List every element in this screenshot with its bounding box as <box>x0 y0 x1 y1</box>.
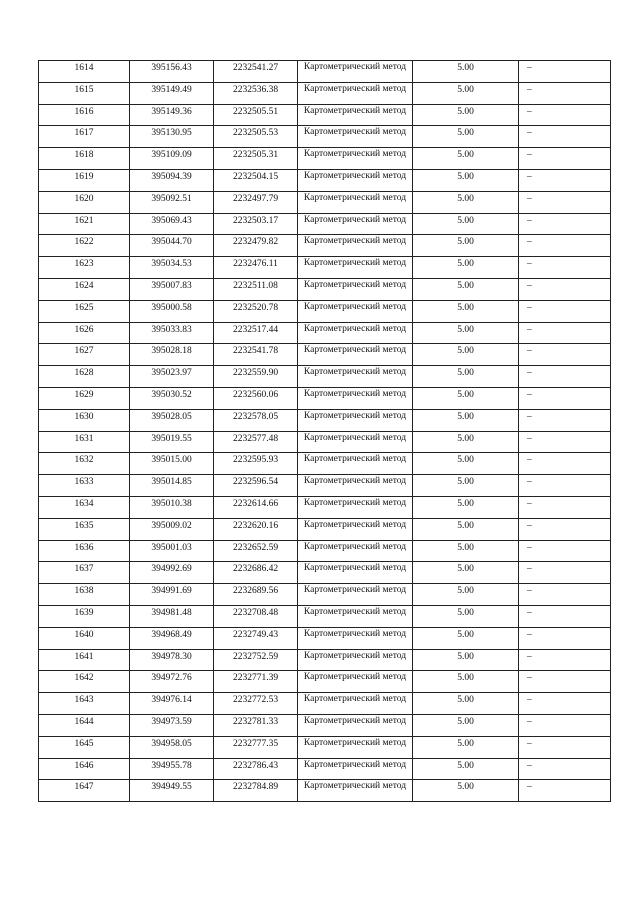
method-cell: Картометрический метод <box>298 278 413 300</box>
table-row <box>39 300 611 322</box>
table-row <box>39 605 611 627</box>
y-coordinate-cell: 2232771.39 <box>214 671 298 693</box>
point-number-cell: 1641 <box>39 649 130 671</box>
y-coordinate-cell: 2232560.06 <box>214 387 298 409</box>
point-number-cell: 1634 <box>39 496 130 518</box>
note-cell: – <box>519 148 611 170</box>
accuracy-cell: 5.00 <box>413 82 519 104</box>
y-coordinate-cell: 2232577.48 <box>214 431 298 453</box>
method-cell: Картометрический метод <box>298 169 413 191</box>
y-coordinate-cell: 2232497.79 <box>214 191 298 213</box>
point-number-cell: 1635 <box>39 518 130 540</box>
x-coordinate-cell: 395109.09 <box>130 148 214 170</box>
note-cell: – <box>519 453 611 475</box>
accuracy-cell: 5.00 <box>413 780 519 802</box>
accuracy-cell: 5.00 <box>413 693 519 715</box>
note-cell: – <box>519 693 611 715</box>
x-coordinate-cell: 395001.03 <box>130 540 214 562</box>
y-coordinate-cell: 2232517.44 <box>214 322 298 344</box>
x-coordinate-cell: 395028.18 <box>130 344 214 366</box>
point-number-cell: 1633 <box>39 475 130 497</box>
point-number-cell: 1620 <box>39 191 130 213</box>
table-row <box>39 518 611 540</box>
accuracy-cell: 5.00 <box>413 496 519 518</box>
x-coordinate-cell: 395130.95 <box>130 126 214 148</box>
y-coordinate-cell: 2232504.15 <box>214 169 298 191</box>
point-number-cell: 1630 <box>39 409 130 431</box>
y-coordinate-cell: 2232781.33 <box>214 714 298 736</box>
point-number-cell: 1636 <box>39 540 130 562</box>
method-cell: Картометрический метод <box>298 736 413 758</box>
x-coordinate-cell: 394991.69 <box>130 584 214 606</box>
accuracy-cell: 5.00 <box>413 475 519 497</box>
note-cell: – <box>519 300 611 322</box>
note-cell: – <box>519 213 611 235</box>
table-row <box>39 169 611 191</box>
x-coordinate-cell: 395007.83 <box>130 278 214 300</box>
y-coordinate-cell: 2232541.78 <box>214 344 298 366</box>
method-cell: Картометрический метод <box>298 693 413 715</box>
coordinates-table <box>38 60 611 802</box>
y-coordinate-cell: 2232476.11 <box>214 257 298 279</box>
x-coordinate-cell: 395034.53 <box>130 257 214 279</box>
y-coordinate-cell: 2232520.78 <box>214 300 298 322</box>
table-row <box>39 475 611 497</box>
accuracy-cell: 5.00 <box>413 235 519 257</box>
point-number-cell: 1622 <box>39 235 130 257</box>
table-row <box>39 409 611 431</box>
x-coordinate-cell: 394949.55 <box>130 780 214 802</box>
accuracy-cell: 5.00 <box>413 213 519 235</box>
x-coordinate-cell: 394972.76 <box>130 671 214 693</box>
x-coordinate-cell: 395149.49 <box>130 82 214 104</box>
table-row <box>39 453 611 475</box>
point-number-cell: 1637 <box>39 562 130 584</box>
y-coordinate-cell: 2232652.59 <box>214 540 298 562</box>
accuracy-cell: 5.00 <box>413 649 519 671</box>
method-cell: Картометрический метод <box>298 475 413 497</box>
point-number-cell: 1632 <box>39 453 130 475</box>
accuracy-cell: 5.00 <box>413 518 519 540</box>
point-number-cell: 1616 <box>39 104 130 126</box>
table-row <box>39 693 611 715</box>
note-cell: – <box>519 191 611 213</box>
table-row <box>39 671 611 693</box>
method-cell: Картометрический метод <box>298 780 413 802</box>
note-cell: – <box>519 584 611 606</box>
point-number-cell: 1618 <box>39 148 130 170</box>
accuracy-cell: 5.00 <box>413 322 519 344</box>
method-cell: Картометрический метод <box>298 431 413 453</box>
accuracy-cell: 5.00 <box>413 148 519 170</box>
accuracy-cell: 5.00 <box>413 453 519 475</box>
x-coordinate-cell: 395028.05 <box>130 409 214 431</box>
method-cell: Картометрический метод <box>298 366 413 388</box>
note-cell: – <box>519 366 611 388</box>
y-coordinate-cell: 2232511.08 <box>214 278 298 300</box>
y-coordinate-cell: 2232505.53 <box>214 126 298 148</box>
table-row <box>39 322 611 344</box>
y-coordinate-cell: 2232541.27 <box>214 61 298 83</box>
point-number-cell: 1626 <box>39 322 130 344</box>
y-coordinate-cell: 2232505.31 <box>214 148 298 170</box>
method-cell: Картометрический метод <box>298 61 413 83</box>
accuracy-cell: 5.00 <box>413 300 519 322</box>
x-coordinate-cell: 395009.02 <box>130 518 214 540</box>
accuracy-cell: 5.00 <box>413 605 519 627</box>
method-cell: Картометрический метод <box>298 322 413 344</box>
note-cell: – <box>519 540 611 562</box>
table-row <box>39 540 611 562</box>
accuracy-cell: 5.00 <box>413 584 519 606</box>
method-cell: Картометрический метод <box>298 518 413 540</box>
y-coordinate-cell: 2232708.48 <box>214 605 298 627</box>
note-cell: – <box>519 758 611 780</box>
table-row <box>39 82 611 104</box>
x-coordinate-cell: 395000.58 <box>130 300 214 322</box>
table-row <box>39 387 611 409</box>
x-coordinate-cell: 394973.59 <box>130 714 214 736</box>
note-cell: – <box>519 736 611 758</box>
accuracy-cell: 5.00 <box>413 278 519 300</box>
point-number-cell: 1639 <box>39 605 130 627</box>
note-cell: – <box>519 562 611 584</box>
point-number-cell: 1646 <box>39 758 130 780</box>
x-coordinate-cell: 395014.85 <box>130 475 214 497</box>
y-coordinate-cell: 2232689.56 <box>214 584 298 606</box>
method-cell: Картометрический метод <box>298 257 413 279</box>
accuracy-cell: 5.00 <box>413 562 519 584</box>
accuracy-cell: 5.00 <box>413 714 519 736</box>
method-cell: Картометрический метод <box>298 126 413 148</box>
point-number-cell: 1640 <box>39 627 130 649</box>
method-cell: Картометрический метод <box>298 562 413 584</box>
accuracy-cell: 5.00 <box>413 758 519 780</box>
x-coordinate-cell: 395092.51 <box>130 191 214 213</box>
x-coordinate-cell: 395149.36 <box>130 104 214 126</box>
x-coordinate-cell: 395010.38 <box>130 496 214 518</box>
point-number-cell: 1623 <box>39 257 130 279</box>
method-cell: Картометрический метод <box>298 387 413 409</box>
point-number-cell: 1617 <box>39 126 130 148</box>
y-coordinate-cell: 2232595.93 <box>214 453 298 475</box>
table-row <box>39 366 611 388</box>
x-coordinate-cell: 395015.00 <box>130 453 214 475</box>
accuracy-cell: 5.00 <box>413 366 519 388</box>
x-coordinate-cell: 394958.05 <box>130 736 214 758</box>
note-cell: – <box>519 235 611 257</box>
table-row <box>39 148 611 170</box>
point-number-cell: 1627 <box>39 344 130 366</box>
table-row <box>39 257 611 279</box>
method-cell: Картометрический метод <box>298 758 413 780</box>
method-cell: Картометрический метод <box>298 344 413 366</box>
y-coordinate-cell: 2232578.05 <box>214 409 298 431</box>
point-number-cell: 1647 <box>39 780 130 802</box>
point-number-cell: 1643 <box>39 693 130 715</box>
table-row <box>39 235 611 257</box>
x-coordinate-cell: 394955.78 <box>130 758 214 780</box>
method-cell: Картометрический метод <box>298 453 413 475</box>
y-coordinate-cell: 2232752.59 <box>214 649 298 671</box>
table-row <box>39 627 611 649</box>
method-cell: Картометрический метод <box>298 584 413 606</box>
method-cell: Картометрический метод <box>298 605 413 627</box>
x-coordinate-cell: 395044.70 <box>130 235 214 257</box>
note-cell: – <box>519 387 611 409</box>
y-coordinate-cell: 2232503.17 <box>214 213 298 235</box>
accuracy-cell: 5.00 <box>413 126 519 148</box>
table-row <box>39 191 611 213</box>
y-coordinate-cell: 2232777.35 <box>214 736 298 758</box>
note-cell: – <box>519 475 611 497</box>
note-cell: – <box>519 518 611 540</box>
table-row <box>39 104 611 126</box>
x-coordinate-cell: 394981.48 <box>130 605 214 627</box>
point-number-cell: 1645 <box>39 736 130 758</box>
y-coordinate-cell: 2232686.42 <box>214 562 298 584</box>
y-coordinate-cell: 2232614.66 <box>214 496 298 518</box>
accuracy-cell: 5.00 <box>413 104 519 126</box>
method-cell: Картометрический метод <box>298 191 413 213</box>
table-row <box>39 431 611 453</box>
table-row <box>39 213 611 235</box>
method-cell: Картометрический метод <box>298 213 413 235</box>
note-cell: – <box>519 61 611 83</box>
x-coordinate-cell: 395023.97 <box>130 366 214 388</box>
method-cell: Картометрический метод <box>298 649 413 671</box>
table-row <box>39 758 611 780</box>
y-coordinate-cell: 2232505.51 <box>214 104 298 126</box>
method-cell: Картометрический метод <box>298 540 413 562</box>
table-row <box>39 344 611 366</box>
table-row <box>39 714 611 736</box>
note-cell: – <box>519 649 611 671</box>
accuracy-cell: 5.00 <box>413 736 519 758</box>
method-cell: Картометрический метод <box>298 409 413 431</box>
note-cell: – <box>519 322 611 344</box>
table-row <box>39 278 611 300</box>
note-cell: – <box>519 431 611 453</box>
y-coordinate-cell: 2232536.38 <box>214 82 298 104</box>
method-cell: Картометрический метод <box>298 671 413 693</box>
accuracy-cell: 5.00 <box>413 169 519 191</box>
accuracy-cell: 5.00 <box>413 387 519 409</box>
note-cell: – <box>519 126 611 148</box>
point-number-cell: 1644 <box>39 714 130 736</box>
point-number-cell: 1614 <box>39 61 130 83</box>
note-cell: – <box>519 496 611 518</box>
table-row <box>39 736 611 758</box>
y-coordinate-cell: 2232559.90 <box>214 366 298 388</box>
note-cell: – <box>519 257 611 279</box>
note-cell: – <box>519 671 611 693</box>
point-number-cell: 1625 <box>39 300 130 322</box>
x-coordinate-cell: 395030.52 <box>130 387 214 409</box>
accuracy-cell: 5.00 <box>413 540 519 562</box>
accuracy-cell: 5.00 <box>413 627 519 649</box>
x-coordinate-cell: 394992.69 <box>130 562 214 584</box>
note-cell: – <box>519 278 611 300</box>
method-cell: Картометрический метод <box>298 714 413 736</box>
y-coordinate-cell: 2232772.53 <box>214 693 298 715</box>
point-number-cell: 1628 <box>39 366 130 388</box>
point-number-cell: 1619 <box>39 169 130 191</box>
y-coordinate-cell: 2232596.54 <box>214 475 298 497</box>
accuracy-cell: 5.00 <box>413 671 519 693</box>
note-cell: – <box>519 714 611 736</box>
method-cell: Картометрический метод <box>298 82 413 104</box>
x-coordinate-cell: 395019.55 <box>130 431 214 453</box>
accuracy-cell: 5.00 <box>413 191 519 213</box>
method-cell: Картометрический метод <box>298 104 413 126</box>
accuracy-cell: 5.00 <box>413 257 519 279</box>
point-number-cell: 1621 <box>39 213 130 235</box>
x-coordinate-cell: 395069.43 <box>130 213 214 235</box>
point-number-cell: 1631 <box>39 431 130 453</box>
y-coordinate-cell: 2232620.16 <box>214 518 298 540</box>
method-cell: Картометрический метод <box>298 496 413 518</box>
note-cell: – <box>519 605 611 627</box>
note-cell: – <box>519 104 611 126</box>
y-coordinate-cell: 2232749.43 <box>214 627 298 649</box>
note-cell: – <box>519 627 611 649</box>
note-cell: – <box>519 169 611 191</box>
x-coordinate-cell: 394976.14 <box>130 693 214 715</box>
note-cell: – <box>519 82 611 104</box>
table-row <box>39 496 611 518</box>
x-coordinate-cell: 394968.49 <box>130 627 214 649</box>
accuracy-cell: 5.00 <box>413 344 519 366</box>
table-row <box>39 649 611 671</box>
table-row <box>39 562 611 584</box>
accuracy-cell: 5.00 <box>413 431 519 453</box>
accuracy-cell: 5.00 <box>413 61 519 83</box>
table-row <box>39 126 611 148</box>
point-number-cell: 1642 <box>39 671 130 693</box>
method-cell: Картометрический метод <box>298 300 413 322</box>
method-cell: Картометрический метод <box>298 235 413 257</box>
y-coordinate-cell: 2232784.89 <box>214 780 298 802</box>
y-coordinate-cell: 2232479.82 <box>214 235 298 257</box>
table-row <box>39 61 611 83</box>
point-number-cell: 1629 <box>39 387 130 409</box>
point-number-cell: 1638 <box>39 584 130 606</box>
method-cell: Картометрический метод <box>298 148 413 170</box>
x-coordinate-cell: 395156.43 <box>130 61 214 83</box>
x-coordinate-cell: 394978.30 <box>130 649 214 671</box>
y-coordinate-cell: 2232786.43 <box>214 758 298 780</box>
table-row <box>39 584 611 606</box>
x-coordinate-cell: 395094.39 <box>130 169 214 191</box>
accuracy-cell: 5.00 <box>413 409 519 431</box>
note-cell: – <box>519 409 611 431</box>
method-cell: Картометрический метод <box>298 627 413 649</box>
table-row <box>39 780 611 802</box>
coordinates-table-body <box>39 61 611 802</box>
point-number-cell: 1624 <box>39 278 130 300</box>
x-coordinate-cell: 395033.83 <box>130 322 214 344</box>
note-cell: – <box>519 344 611 366</box>
note-cell: – <box>519 780 611 802</box>
point-number-cell: 1615 <box>39 82 130 104</box>
